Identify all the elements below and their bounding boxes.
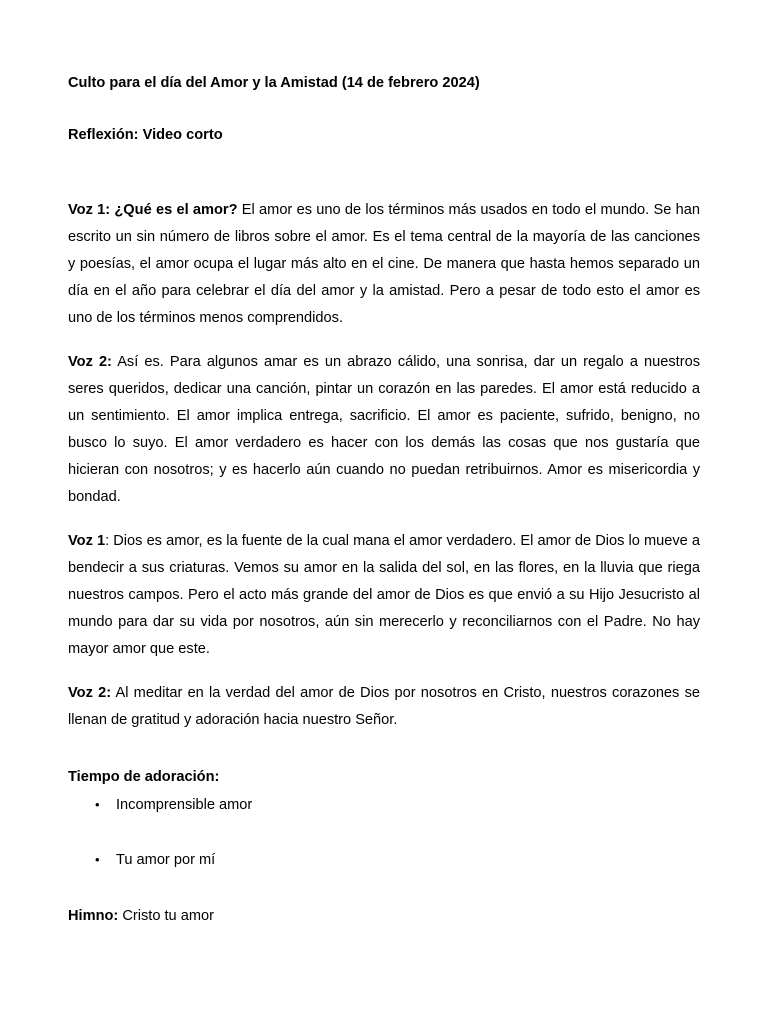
paragraph-voz-2-meditation	[68, 680, 700, 734]
hymn-label: Himno:	[68, 908, 119, 924]
hymn-line	[68, 906, 700, 926]
speaker-separator: :	[105, 533, 114, 549]
worship-heading: Tiempo de adoración:	[68, 769, 220, 785]
paragraph-voz-1-god-is-love	[68, 528, 700, 663]
reflection-heading: Reflexión: Video corto	[68, 127, 223, 143]
list-item	[68, 850, 700, 870]
paragraph-text: Así es. Para algunos amar es un abrazo cálido, una sonrisa, dar un regalo a nuestros seres queridos, dedicar una canción, pintar un corazón en las paredes. El amor está reducido a un sentimiento. El amor implica entrega, sacrificio. El amor es paciente, sufrido, benigno, no busco lo suyo. El amor verdadero es hacer con los demás las cosas que nos gustaría que hicieran con nosotros; y es hacerlo aún cuando no puedan retribuirnos. Amor es misericordia y bondad.	[68, 354, 700, 505]
bullet-icon: •	[95, 797, 100, 812]
paragraph-voz-1-intro	[68, 197, 700, 332]
speaker-label: Voz 2:	[68, 354, 112, 370]
paragraph-voz-2-response	[68, 349, 700, 511]
list-item	[68, 795, 700, 815]
speaker-label: Voz 1: ¿Qué es el amor?	[68, 202, 238, 218]
worship-song-list	[68, 795, 700, 870]
speaker-label: Voz 2:	[68, 685, 112, 701]
song-title: Incomprensible amor	[116, 797, 253, 813]
document-title: Culto para el día del Amor y la Amistad (14 de febrero 2024)	[68, 75, 480, 91]
paragraph-text: El amor es uno de los términos más usados en todo el mundo. Se han escrito un sin número de libros sobre el amor. Es el tema central de la mayoría de las canciones y poesías, el amor ocupa el lugar más alto en el cine. De manera que hasta hemos separado un día en el año para celebrar el día del amor y la amistad. Pero a pesar de todo esto el amor es uno de los términos menos comprendidos.	[68, 202, 700, 326]
speaker-label: Voz 1	[68, 533, 106, 549]
bullet-icon: •	[95, 852, 100, 867]
song-title: Tu amor por mí	[116, 852, 216, 868]
paragraph-text: Dios es amor, es la fuente de la cual mana el amor verdadero. El amor de Dios lo mueve a bendecir a sus criaturas. Vemos su amor en la salida del sol, en las flores, en la lluvia que riega nuestros campos. Pero el acto más grande del amor de Dios es que envió a su Hijo Jesucristo al mundo para dar su vida por nosotros, aún sin merecerlo y reconciliarnos con el Padre. No hay mayor amor que este.	[68, 533, 700, 657]
hymn-title: Cristo tu amor	[122, 908, 214, 924]
paragraph-text: Al meditar en la verdad del amor de Dios por nosotros en Cristo, nuestros corazones se llenan de gratitud y adoración hacia nuestro Señor.	[68, 685, 700, 728]
